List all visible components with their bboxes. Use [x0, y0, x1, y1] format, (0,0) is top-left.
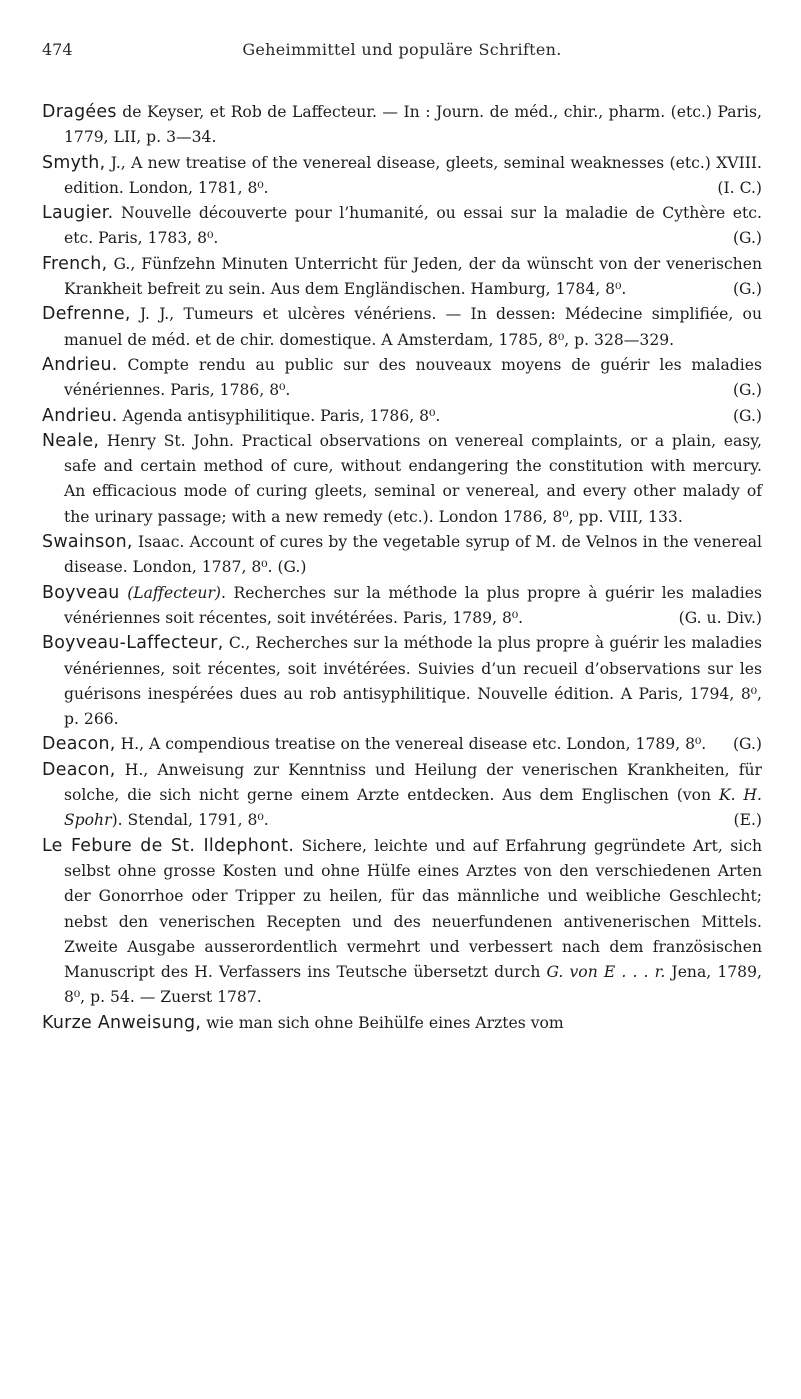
entry-text: Compte rendu au public sur des nouveaux moyens de guérir les maladies vénériennes. Paris, 1786, 8⁰.	[64, 355, 762, 400]
entry-author: Dragées	[42, 102, 117, 122]
entry-author: Le Febure de St. Ildephont.	[42, 835, 295, 856]
entry-text: J., A new treatise of the venereal disease, gleets, seminal weaknesses (etc.) XVIII. edition. London, 1781, 8⁰.	[64, 153, 762, 197]
entry-italic: K. H. Spohr	[64, 786, 762, 830]
entry-author: Boyveau	[42, 582, 120, 603]
bibliography-entry	[42, 834, 762, 1011]
library-siglum: (G. u. Div.)	[678, 608, 762, 627]
entry-author: French,	[42, 253, 108, 274]
entry-author: Defrenne,	[42, 304, 131, 325]
bibliography-entry	[42, 631, 762, 732]
entry-text: wie man sich ohne Beihülfe eines Arztes vom	[201, 1013, 564, 1032]
entry-text: Nouvelle découverte pour l’humanité, ou essai sur la maladie de Cythère etc. etc. Paris, 1783, 8⁰.	[64, 204, 762, 248]
bibliography-entry	[42, 302, 762, 353]
entry-text: C., Recherches sur la méthode la plus propre à guérir les maladies vénériennes, soit récentes, soit invétérées. Suivies d’un recueil d’observations sur les guérisons inespérées dues au rob antisyphilitique. Nouvelle édition. A Paris, 1794, 8⁰, p. 266.	[64, 634, 762, 729]
library-siglum: (G.)	[732, 406, 762, 425]
running-title: Geheimmittel und populäre Schriften.	[242, 40, 562, 59]
bibliography-entry	[42, 100, 762, 151]
bibliography-entry	[42, 530, 762, 581]
library-siglum: (G.)	[732, 381, 762, 400]
entry-author: Andrieu.	[42, 405, 118, 426]
library-siglum: (G.)	[732, 229, 762, 248]
running-header	[42, 40, 762, 68]
entry-author: Boyveau-Laffecteur,	[42, 633, 224, 654]
bibliography-entry	[42, 581, 762, 632]
entry-text: Sichere, leichte und auf Erfahrung gegründete Art, sich selbst ohne grosse Kosten und ohne Hülfe eines Arztes von den verschiedenen Arten der Gonorrhoe oder Tripper zu heilen, für das männliche und weibliche Geschlecht; nebst den venerischen Recepten und des neuerfundenen antivenerischen Mittels. Zweite Ausgabe ausserordentlich vermehrt und verbessert nach dem französischen Manuscript des H. Verfassers ins Teutsche übersetzt durch	[64, 836, 762, 982]
entry-text: . Recherches sur la méthode la plus propre à guérir les maladies vénériennes soit récentes, soit invétérées. Paris, 1789, 8⁰.	[64, 583, 762, 627]
bibliography-entry	[42, 429, 762, 530]
bibliography-entry	[42, 353, 762, 404]
entry-author: Swainson,	[42, 532, 133, 553]
entry-text: H., A compendious treatise on the venereal disease etc. London, 1789, 8⁰.	[115, 735, 707, 754]
entry-author: Deacon,	[42, 734, 116, 755]
entry-text: H., Anweisung zur Kenntniss und Heilung der venerischen Krankheiten, für solche, die sich nicht gerne einem Arzte entdecken. Aus dem Englischen (von	[64, 760, 762, 805]
bibliography-entry	[42, 151, 762, 202]
entry-author: Smyth,	[42, 152, 106, 173]
entry-text: Agenda antisyphilitique. Paris, 1786, 8⁰.	[117, 406, 441, 425]
entry-author: Laugier.	[42, 203, 114, 224]
page-number: 474	[42, 40, 73, 59]
bibliography-list	[42, 100, 762, 1036]
entry-text-continued: ). Stendal, 1791, 8⁰.	[111, 811, 269, 830]
entry-italic: (Laffecteur)	[127, 583, 222, 602]
bibliography-entry	[42, 1011, 762, 1036]
library-siglum: (E.)	[733, 811, 762, 830]
bibliography-entry	[42, 404, 762, 429]
entry-author: Deacon,	[42, 759, 116, 780]
bibliography-entry	[42, 201, 762, 252]
entry-text-continued: Jena, 1789, 8⁰, p. 54. — Zuerst 1787.	[64, 963, 762, 1007]
library-siglum: (I. C.)	[717, 178, 762, 197]
entry-text: de Keyser, et Rob de Laffecteur. — In : Journ. de méd., chir., pharm. (etc.) Paris, 1779, LII, p. 3—34.	[64, 103, 762, 147]
bibliography-entry	[42, 252, 762, 303]
entry-text: Henry St. John. Practical observations on venereal complaints, or a plain, easy, safe and certain method of cure, without endangering the constitution with mercury. An efficacious mode of curing gleets, seminal or venereal, and every other malady of the urinary passage; with a new remedy (etc.). London 1786, 8⁰, pp. VIII, 133.	[64, 431, 762, 526]
bibliography-entry	[42, 732, 762, 757]
entry-author: Andrieu.	[42, 354, 118, 375]
library-siglum: (G.)	[732, 280, 762, 299]
entry-italic: G. von E . . . r.	[546, 963, 666, 982]
entry-author: Neale,	[42, 430, 100, 451]
library-siglum: (G.)	[732, 735, 762, 754]
entry-author: Kurze Anweisung,	[42, 1012, 202, 1033]
entry-text: G., Fünfzehn Minuten Unterricht für Jeden, der da wünscht von der venerischen Krankheit befreit zu sein. Aus dem Engländischen. Hamburg, 1784, 8⁰.	[64, 254, 762, 299]
bibliography-entry	[42, 758, 762, 834]
entry-text: Isaac. Account of cures by the vegetable syrup of M. de Velnos in the venereal disease. London, 1787, 8⁰. (G.)	[64, 533, 762, 577]
entry-text: J. J., Tumeurs et ulcères vénériens. — In dessen: Médecine simplifiée, ou manuel de méd. et de chir. domestique. A Amsterdam, 1785, 8⁰, p. 328—329.	[64, 305, 762, 349]
